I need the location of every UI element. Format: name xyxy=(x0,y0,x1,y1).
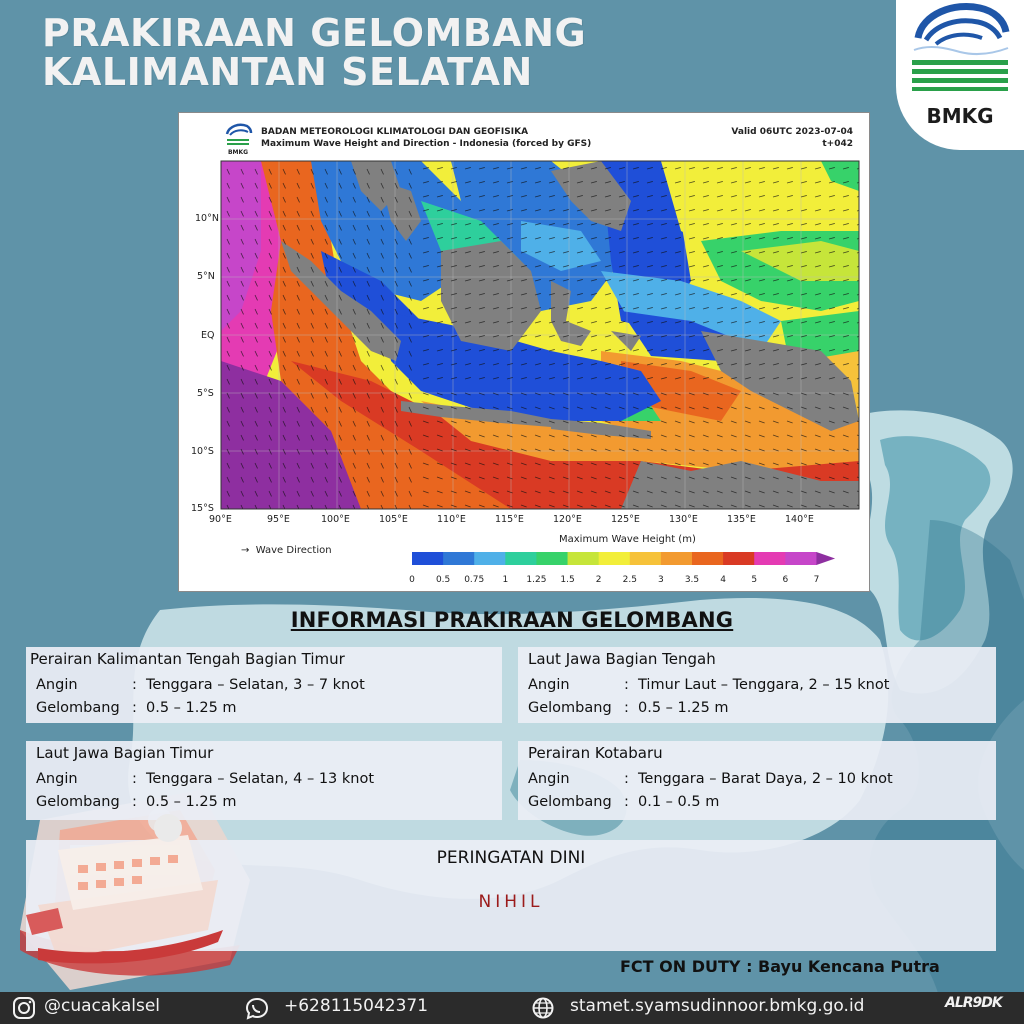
colorbar-cell xyxy=(474,552,506,565)
card-region-name: Perairan Kotabaru xyxy=(528,744,663,762)
chat-phone-icon xyxy=(245,997,269,1019)
colorbar-cell xyxy=(630,552,662,565)
map-valid-time xyxy=(731,126,853,150)
bmkg-logo xyxy=(896,0,1024,150)
card-region-name: Laut Jawa Bagian Tengah xyxy=(528,650,716,668)
colorbar-extend-arrow xyxy=(816,552,835,565)
wave-value: 0.5 – 1.25 m xyxy=(146,794,237,810)
lon-label: 135°E xyxy=(727,514,756,525)
wind-separator: : xyxy=(624,771,629,787)
page-title-line-1: PRAKIRAAN GELOMBANG xyxy=(42,11,587,55)
arrow-right-icon: → xyxy=(241,545,256,556)
forecast-card xyxy=(26,647,502,723)
colorbar-cell xyxy=(692,552,724,565)
forecast-card xyxy=(518,647,996,723)
wind-label: Angin xyxy=(36,771,78,787)
lon-label: 100°E xyxy=(321,514,350,525)
colorbar-cell xyxy=(599,552,631,565)
lon-label: 110°E xyxy=(437,514,466,525)
wave-separator: : xyxy=(132,794,137,810)
wind-label: Angin xyxy=(36,677,78,693)
lon-label: 115°E xyxy=(495,514,524,525)
colorbar-tick-label: 1.5 xyxy=(560,575,575,585)
wave-label: Gelombang xyxy=(36,794,120,810)
wind-separator: : xyxy=(132,771,137,787)
colorbar-tick-label: 3 xyxy=(658,575,664,585)
wave-direction-label: Wave Direction xyxy=(255,545,332,556)
wind-label: Angin xyxy=(528,771,570,787)
colorbar-tick-label: 0.75 xyxy=(464,575,485,585)
page-title xyxy=(42,11,587,94)
signature: ALR9DK xyxy=(945,995,1002,1011)
lat-label: 10°N xyxy=(195,213,219,224)
wave-separator: : xyxy=(132,700,137,716)
colorbar xyxy=(409,552,862,588)
website-url[interactable]: stamet.syamsudinnoor.bmkg.go.id xyxy=(570,996,865,1016)
phone-number[interactable]: +628115042371 xyxy=(284,996,429,1016)
lon-label: 120°E xyxy=(553,514,582,525)
colorbar-tick-label: 1.25 xyxy=(526,575,547,585)
lon-label: 90°E xyxy=(209,514,232,525)
colorbar-tick-label: 2 xyxy=(595,575,602,585)
wind-separator: : xyxy=(624,677,629,693)
colorbar-tick-label: 3.5 xyxy=(684,575,700,585)
map-logo-text: BMKG xyxy=(227,149,249,156)
colorbar-tick-label: 7 xyxy=(813,575,820,585)
forecast-card xyxy=(518,741,996,820)
map-header xyxy=(261,126,591,150)
map-subtitle: Maximum Wave Height and Direction - Indonesia (forced by GFS) xyxy=(261,139,592,149)
colorbar-cell xyxy=(505,552,537,565)
early-warning-value: NIHIL xyxy=(478,892,544,912)
lon-label: 105°E xyxy=(379,514,408,525)
wind-value: Timur Laut – Tenggara, 2 – 15 knot xyxy=(638,677,890,693)
wave-label: Gelombang xyxy=(36,700,120,716)
colorbar-tick-label: 6 xyxy=(782,575,789,585)
wave-separator: : xyxy=(624,700,629,716)
colorbar-cell xyxy=(443,552,475,565)
lon-label: 140°E xyxy=(785,514,814,525)
forecast-card xyxy=(26,741,502,820)
colorbar-tick-label: 0 xyxy=(409,575,415,585)
lat-label: 5°N xyxy=(197,271,215,282)
colorbar-cell xyxy=(661,552,693,565)
colorbar-tick-label: 4 xyxy=(720,575,726,585)
colorbar-tick-label: 0.5 xyxy=(435,575,451,585)
wave-direction-legend xyxy=(241,545,332,556)
lon-label: 125°E xyxy=(611,514,640,525)
wind-label: Angin xyxy=(528,677,570,693)
colorbar-tick-label: 1 xyxy=(502,575,509,585)
lat-label: 10°S xyxy=(191,446,214,457)
colorbar-cell xyxy=(785,552,817,565)
wind-value: Tenggara – Barat Daya, 2 – 10 knot xyxy=(638,771,893,787)
wave-label: Gelombang xyxy=(528,700,612,716)
lat-label: EQ xyxy=(201,330,215,341)
wave-height-map xyxy=(221,161,859,509)
footer-bar xyxy=(0,992,1024,1024)
info-title: INFORMASI PRAKIRAAN GELOMBANG xyxy=(290,608,734,632)
colorbar-cell xyxy=(568,552,600,565)
map-agency: BADAN METEOROLOGI KLIMATOLOGI DAN GEOFISIKA xyxy=(261,127,529,137)
colorbar-cell xyxy=(412,552,444,565)
early-warning-title: PERINGATAN DINI xyxy=(436,848,586,868)
lon-label: 130°E xyxy=(669,514,698,525)
colorbar-cell xyxy=(754,552,786,565)
map-valid-date: Valid 06UTC 2023-07-04 xyxy=(731,127,853,137)
colorbar-cell xyxy=(536,552,568,565)
bmkg-logo-text: BMKG xyxy=(926,104,994,128)
colorbar-cell xyxy=(723,552,755,565)
wave-value: 0.5 – 1.25 m xyxy=(638,700,729,716)
lat-label: 15°S xyxy=(191,503,214,514)
lat-label: 5°S xyxy=(197,388,214,399)
wind-separator: : xyxy=(132,677,137,693)
card-region-name: Laut Jawa Bagian Timur xyxy=(36,744,214,762)
lon-label: 95°E xyxy=(267,514,290,525)
wave-separator: : xyxy=(624,794,629,810)
bmkg-emblem-icon xyxy=(896,0,1024,104)
wave-value: 0.1 – 0.5 m xyxy=(638,794,720,810)
card-region-name: Perairan Kalimantan Tengah Bagian Timur xyxy=(30,650,345,668)
colorbar-tick-label: 2.5 xyxy=(622,575,637,585)
forecaster-on-duty: FCT ON DUTY : Bayu Kencana Putra xyxy=(620,957,940,976)
wave-map-figure xyxy=(178,112,870,592)
wind-value: Tenggara – Selatan, 3 – 7 knot xyxy=(146,677,365,693)
colorbar-title: Maximum Wave Height (m) xyxy=(559,534,696,545)
page-title-line-2: KALIMANTAN SELATAN xyxy=(42,50,533,94)
instagram-icon xyxy=(12,997,36,1019)
instagram-handle[interactable]: @cuacakalsel xyxy=(44,996,161,1016)
ship-illustration xyxy=(18,810,238,970)
wave-label: Gelombang xyxy=(528,794,612,810)
map-lead-time: t+042 xyxy=(822,139,853,149)
wind-value: Tenggara – Selatan, 4 – 13 knot xyxy=(146,771,375,787)
wave-value: 0.5 – 1.25 m xyxy=(146,700,237,716)
colorbar-tick-label: 5 xyxy=(751,575,758,585)
globe-icon xyxy=(531,997,555,1019)
bmkg-mini-logo-icon xyxy=(223,122,253,156)
